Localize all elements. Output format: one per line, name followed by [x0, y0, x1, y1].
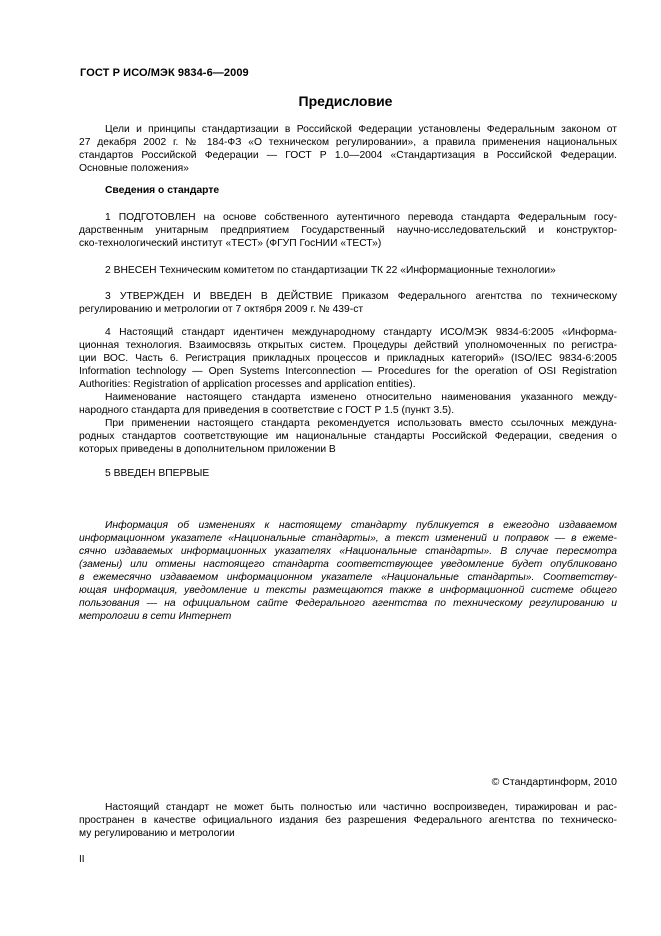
item-1-paragraph [79, 211, 617, 250]
text-line: Наименование настоящего стандарта изменено относительно наименования указанного между- [105, 392, 617, 403]
text-line: сячно издаваемых информационных указателях «Национальные стандарты». В случае пересмотра [79, 546, 617, 557]
text-line: 4 Настоящий стандарт идентичен международному стандарту ИСО/МЭК 9834-6:2005 «Информа- [105, 327, 617, 338]
text-line: Основные положения» [79, 163, 189, 174]
amendments-notice [79, 519, 617, 623]
page-title: Предисловие [298, 93, 393, 109]
section-heading [79, 184, 617, 197]
text-line: информационном указателе «Национальные стандарты», а текст изменений и поправок — в ежеме- [79, 533, 617, 544]
item-4-paragraph [79, 326, 617, 456]
text-line: 1 ПОДГОТОВЛЕН на основе собственного аутентичного перевода стандарта Федеральным госу- [105, 212, 617, 223]
text-line: Authorities: Registration of application processes and application entities). [79, 379, 416, 390]
text-line: народного стандарта для приведения в соответствие с ГОСТ Р 1.5 (пункт 3.5). [79, 405, 455, 416]
text-line: Настоящий стандарт не может быть полностью или частично воспроизведен, тиражирован и рас- [105, 802, 617, 813]
text-line: (замены) или отмены настоящего стандарта соответствующее уведомление будет опубликовано [79, 559, 617, 570]
text-line: 5 ВВЕДЕН ВПЕРВЫЕ [105, 468, 210, 479]
page-number: II [79, 854, 85, 865]
text-line: стандартов Российской Федерации — ГОСТ Р 1.0—2004 «Стандартизация в Российской Федерации. [79, 150, 617, 161]
text-line: Цели и принципы стандартизации в Российской Федерации установлены Федеральным законом от [105, 124, 617, 135]
text-line: 27 декабря 2002 г. № 184-ФЗ «О техническом регулировании», а правила применения национальных [79, 137, 617, 148]
item-5-paragraph [79, 467, 617, 480]
text-line: При применении настоящего стандарта рекомендуется использовать вместо ссылочных междуна- [105, 418, 617, 429]
text-line: регулированию и метрологии от 7 октября 2009 г. № 439-ст [79, 304, 364, 315]
copyright-notice: © Стандартинформ, 2010 [491, 776, 617, 788]
text-line: Information technology — Open Systems Interconnection — Procedures for the operation of OSI Registration [79, 366, 617, 377]
text-line: Информация об изменениях к настоящему стандарту публикуется в ежегодно издаваемом [105, 520, 617, 531]
text-line: пользования — на официальном сайте Федерального агентства по техническому регулированию и [79, 598, 617, 609]
text-line: ции ВОС. Часть 6. Регистрация прикладных процессов и прикладных категорий» (ISO/IEC 9834-6:2005 [79, 353, 617, 364]
text-line: родных стандартов соответствующие им национальные стандарты Российской Федерации, сведения о [79, 431, 617, 442]
text-line: ционная технология. Взаимосвязь открытых систем. Процедуры действий уполномоченных по регистра- [79, 340, 617, 351]
text-line: му регулированию и метрологии [79, 828, 235, 839]
item-3-paragraph [79, 290, 617, 316]
text-line: пространен в качестве официального издания без разрешения Федерального агентства по техническо- [79, 815, 617, 826]
text-line: ющая информация, уведомление и тексты размещаются также в информационной системе общего [79, 585, 617, 596]
text-line: 2 ВНЕСЕН Техническим комитетом по стандартизации ТК 22 «Информационные технологии» [105, 265, 556, 276]
text-line: Сведения о стандарте [105, 185, 220, 196]
text-line: которых приведены в дополнительном приложении В [79, 444, 336, 455]
reproduction-rights-paragraph [79, 801, 617, 840]
intro-paragraph [79, 123, 617, 175]
text-line: ско-технологический институт «ТЕСТ» (ФГУП ГосНИИ «ТЕСТ») [79, 238, 382, 249]
text-line: в ежемесячно издаваемом информационном указателе «Национальные стандарты». Соответству- [79, 572, 617, 583]
document-code-header: ГОСТ Р ИСО/МЭК 9834-6—2009 [80, 67, 249, 79]
text-line: метрологии в сети Интернет [79, 611, 232, 622]
text-line: дарственным унитарным предприятием Государственный научно-исследовательский и конструктор- [79, 225, 617, 236]
item-2-paragraph [79, 264, 617, 277]
text-line: 3 УТВЕРЖДЕН И ВВЕДЕН В ДЕЙСТВИЕ Приказом Федерального агентства по техническому [105, 291, 617, 302]
